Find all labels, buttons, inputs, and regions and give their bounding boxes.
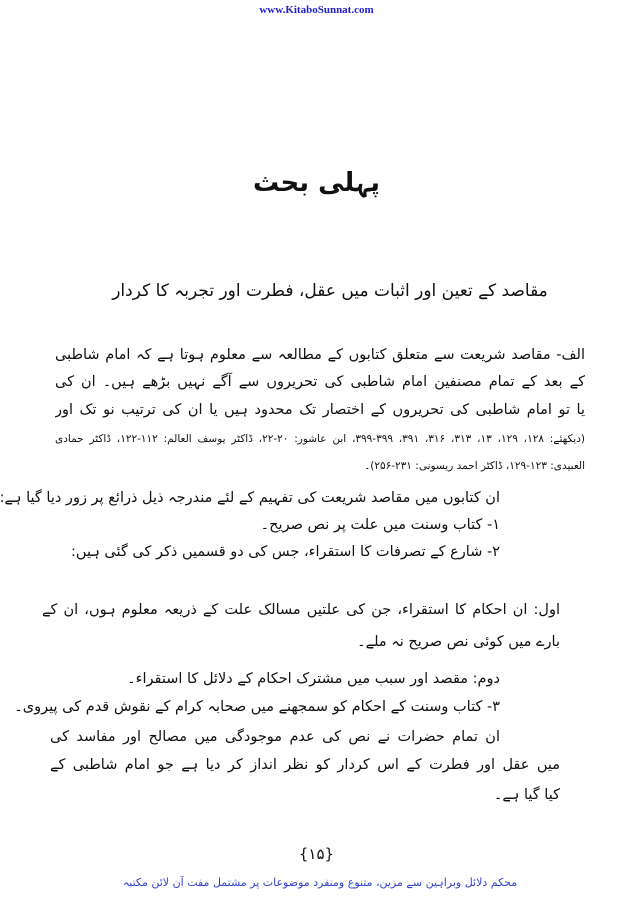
body-line: کیا گیا ہے۔ — [493, 787, 560, 803]
body-line: یا تو امام شاطبی کی تحریروں کے اختصار تک محدود ہیں یا ان کی ترتیب نو تک اور — [55, 402, 585, 418]
site-url-link[interactable]: www.KitaboSunnat.com — [259, 4, 374, 16]
list-item: ۲- شارع کے تصرفات کا استقراء، جس کی دو قسمیں ذکر کی گئی ہیں: — [71, 544, 500, 560]
body-line: اول: ان احکام کا استقراء، جن کی علتیں مسالک علت کے ذریعہ معلوم ہوں، ان کے — [42, 602, 560, 618]
body-line: ان کتابوں میں مقاصد شریعت کی تفہیم کے لئے مندرجہ ذیل ذرائع پر زور دیا گیا ہے: — [0, 490, 500, 506]
chapter-title: پہلی بحث — [253, 168, 380, 198]
body-line: ان تمام حضرات نے نص کی عدم موجودگی میں مصالح اور مفاسد کی — [50, 729, 500, 745]
list-item: ۳- کتاب وسنت کے احکام کو سمجھنے میں صحابہ کرام کے نقوش قدم کی پیروی۔ — [14, 699, 500, 715]
reference-line: العبیدی: ۱۲۳-۱۲۹، ڈاکٹر احمد ریسونی: ۲۳۱-۲۵۶)۔ — [364, 460, 585, 472]
reference-line: (دیکھئے: ۱۲۸، ۱۲۹، ۱۳، ۳۱۳، ۳۱۶، ۳۹۱، ۳۹۹-۳۹۹، ابن عاشور: ۲۰-۲۲، ڈاکٹر یوسف العالم: ۱۱۲-۱۲۲، ڈاکٹر حمادی — [55, 433, 585, 445]
list-item: ۱- کتاب وسنت میں علت پر نص صریح۔ — [260, 517, 500, 533]
body-line: الف- مقاصد شریعت سے متعلق کتابوں کے مطالعہ سے معلوم ہوتا ہے کہ امام شاطبی — [55, 347, 585, 363]
body-line: بارے میں کوئی نص صریح نہ ملے۔ — [357, 634, 560, 650]
footer-tagline: محکم دلائل وبراہین سے مزین، متنوع ومنفرد موضوعات پر مشتمل مفت آن لائن مکتبہ — [122, 876, 518, 889]
list-item: دوم: مقصد اور سبب میں مشترک احکام کے دلائل کا استقراء۔ — [127, 671, 500, 687]
page-number: {۱۵} — [298, 845, 335, 863]
section-subtitle: مقاصد کے تعین اور اثبات میں عقل، فطرت اور تجربہ کا کردار — [112, 281, 548, 301]
body-line: میں عقل اور فطرت کے اس کردار کو نظر انداز کر دیا ہے جو امام شاطبی کے — [50, 757, 560, 773]
body-line: کے بعد کے تمام مصنفین امام شاطبی کی تحریروں سے آگے نہیں بڑھے ہیں۔ ان کی — [55, 374, 585, 390]
